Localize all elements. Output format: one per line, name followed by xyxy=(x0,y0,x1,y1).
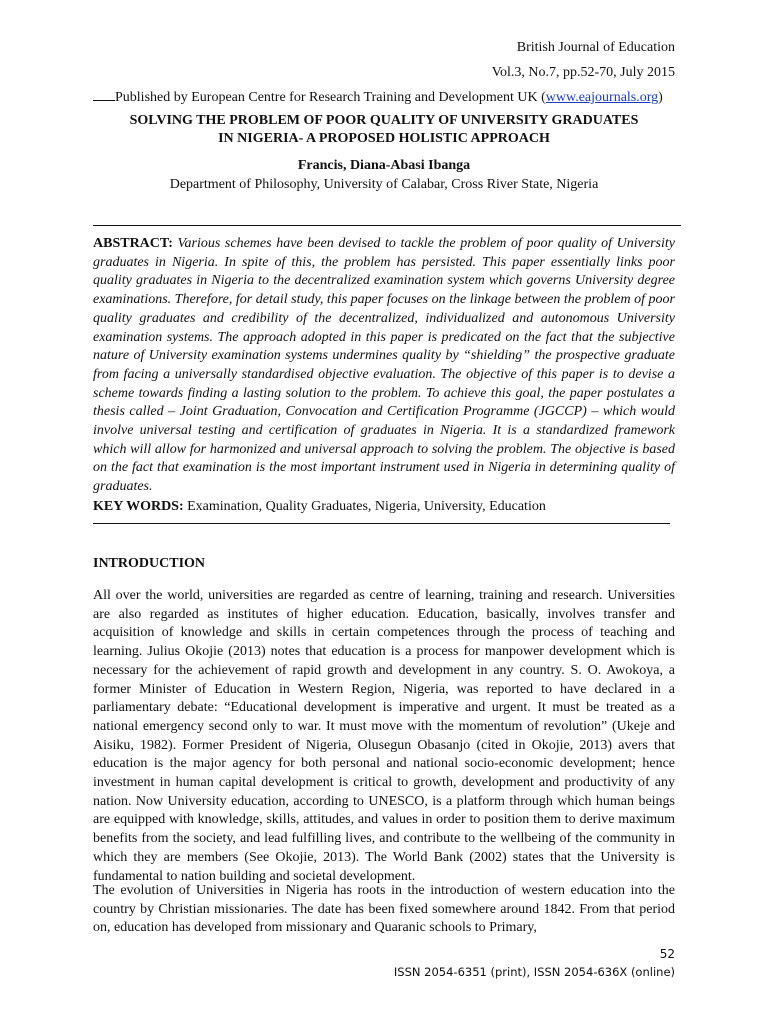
publisher-text: Published by European Centre for Research Training and Development UK ( xyxy=(115,90,546,105)
abstract-text: Various schemes have been devised to tackle the problem of poor quality of University graduates in Nigeria. In spite of this, the problem has persisted. This paper essentially links poor quality graduates in Nigeria to the decentralized examination system which governs University degree examinations. Therefore, for detail study, this paper focuses on the linkage between the problem of poor quality graduates and credibility of the decentralized, individualized and autonomous University examination systems. The approach adopted in this paper is predicated on the fact that the subjective nature of University examination systems undermines quality by “shielding” the prospective graduate from facing a universally standardised objective evaluation. The objective of this paper is to devise a scheme towards finding a lasting solution to the problem. To achieve this goal, the paper postulates a thesis called – Joint Graduation, Convocation and Certification Programme (JGCCP) – which would involve universal testing and certification of graduates in Nigeria. It is a standardized framework which will allow for harmonized and universal approach to solving the problem. The objective is based on the fact that examination is the most important instrument used in Nigeria in determining quality of graduates. xyxy=(93,236,675,495)
publisher-link[interactable]: www.eajournals.org xyxy=(545,90,659,105)
introduction-paragraph-1: All over the world, universities are regarded as centre of learning, training and research. Universities are also regarded as institutes of higher education. Education, basically, involves transfer and acquisition of knowledge and skills in certain competences through the process of teaching and learning. Julius Okojie (2013) notes that education is a process for manpower development which is necessary for the achievement of rapid growth and development in any country. S. O. Awokoya, a former Minister of Education in Western Region, Nigeria, was reported to have declared in a parliamentary debate: “Educational development is imperative and urgent. It must be treated as a national emergency second only to war. It must move with the momentum of revolution” (Ukeje and Aisiku, 1982). Former President of Nigeria, Olusegun Obasanjo (cited in Okojie, 2013) avers that education is the major agency for both personal and national socio-economic development; hence investment in human capital development is critical to growth, development and productivity of any nation. Now University education, according to UNESCO, is a platform through which human beings are equipped with knowledge, skills, attitudes, and values in order to position them to derive maximum benefits from the society, and lead fulfilling lives, and contribute to the wellbeing of the community in which they are members (See Okojie, 2013). The World Bank (2002) states that the University is fundamental to nation building and societal development. xyxy=(93,588,675,884)
publisher-suffix: ) xyxy=(658,90,663,105)
keywords-line xyxy=(93,499,546,515)
issn-footer: ISSN 2054-6351 (print), ISSN 2054-636X (online) xyxy=(393,965,675,979)
introduction-paragraph-2: The evolution of Universities in Nigeria has roots in the introduction of western education into the country by Christian missionaries. The date has been fixed somewhere around 1842. From that period on, education has developed from missionary and Quaranic schools to Primary, xyxy=(93,883,675,936)
keywords-label: KEY WORDS: xyxy=(93,499,184,514)
keywords-divider xyxy=(93,523,670,524)
article-title-line-2: IN NIGERIA- A PROPOSED HOLISTIC APPROACH xyxy=(218,131,550,146)
page-number: 52 xyxy=(659,947,675,961)
journal-name: British Journal of Education xyxy=(516,40,675,55)
author-name: Francis, Diana-Abasi Ibanga xyxy=(297,158,471,173)
article-title-line-1: SOLVING THE PROBLEM OF POOR QUALITY OF UNIVERSITY GRADUATES xyxy=(129,113,639,128)
keywords-text: Examination, Quality Graduates, Nigeria, University, Education xyxy=(187,499,546,514)
publisher-leader-rule xyxy=(93,89,115,101)
author-affiliation: Department of Philosophy, University of Calabar, Cross River State, Nigeria xyxy=(169,177,599,192)
abstract-top-divider xyxy=(93,225,681,226)
journal-volume-info: Vol.3, No.7, pp.52-70, July 2015 xyxy=(491,65,675,80)
publisher-line xyxy=(93,89,675,106)
abstract-block xyxy=(93,235,675,497)
introduction-heading: INTRODUCTION xyxy=(93,556,206,571)
article-title xyxy=(93,112,675,148)
abstract-label: ABSTRACT: xyxy=(93,236,173,251)
